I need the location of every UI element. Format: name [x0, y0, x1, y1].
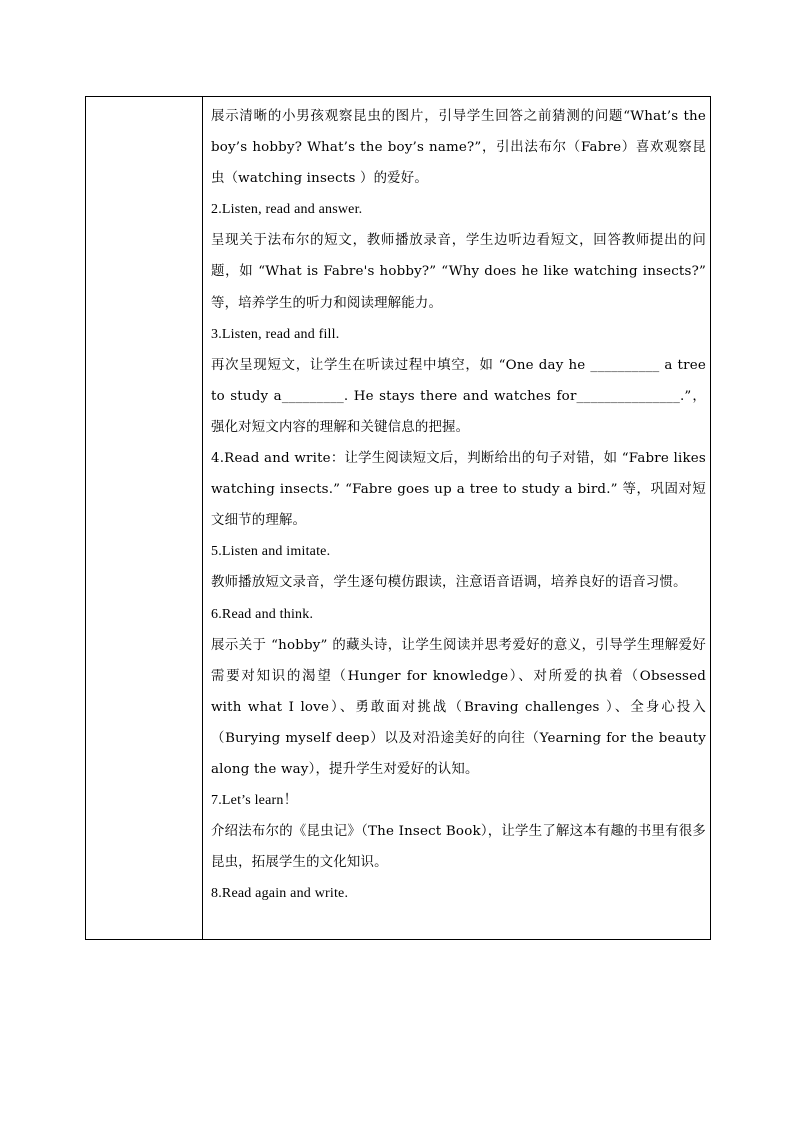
heading-lets-learn: 7.Let’s learn！: [211, 793, 298, 809]
table-content-cell: [203, 97, 711, 940]
heading-read-again-write: 8.Read again and write.: [211, 886, 349, 902]
table-left-cell: [86, 97, 203, 940]
paragraph-lets-learn: 介绍法布尔的《昆虫记》（The Insect Book），让学生了解这本有趣的书里有很多昆虫，拓展学生的文化知识。: [211, 824, 706, 871]
heading-listen-read-answer: 2.Listen, read and answer.: [211, 202, 363, 218]
lesson-plan-table: [85, 96, 711, 940]
paragraph-listen-imitate: 教师播放短文录音，学生逐句模仿跟读，注意语音语调，培养良好的语音习惯。: [211, 575, 687, 591]
paragraph-picture-intro: 展示清晰的小男孩观察昆虫的图片，引导学生回答之前猜测的问题“What’s the boy’s hobby? What’s the boy’s name?”，引出法布尔（Fabre）喜欢观察昆虫（watching insects ）的爱好。: [211, 109, 706, 187]
heading-listen-read-fill: 3.Listen, read and fill.: [211, 326, 340, 342]
paragraph-read-think: 展示关于 “hobby” 的藏头诗，让学生阅读并思考爱好的意义，引导学生理解爱好需要对知识的渴望（Hunger for knowledge）、对所爱的执着（Obsessed with what I love）、勇敢面对挑战（Braving challenges ）、全身心投入（Burying myself deep）以及对沿途美好的向往（Yearning for the beauty along the way），提升学生对爱好的认知。: [211, 637, 706, 777]
paragraph-read-and-write: 4.Read and write：让学生阅读短文后，判断给出的句子对错，如 “Fabre likes watching insects.” “Fabre goes up a tree to study a bird.” 等，巩固对短文细节的理解。: [211, 451, 706, 529]
procedure-content: [203, 97, 710, 909]
table-row: [86, 97, 711, 940]
heading-listen-imitate: 5.Listen and imitate.: [211, 544, 331, 560]
paragraph-listen-read-answer: 呈现关于法布尔的短文，教师播放录音，学生边听边看短文，回答教师提出的问题，如 “What is Fabre's hobby?” “Why does he like watching insects?” 等，培养学生的听力和阅读理解能力。: [211, 233, 706, 311]
paragraph-listen-read-fill: 再次呈现短文，让学生在听读过程中填空，如 “One day he __________ a tree to study a_________. He stays there and watches for_______________.”，强化对短文内容的理解和关键信息的把握。: [211, 357, 706, 435]
heading-read-think: 6.Read and think.: [211, 606, 314, 622]
